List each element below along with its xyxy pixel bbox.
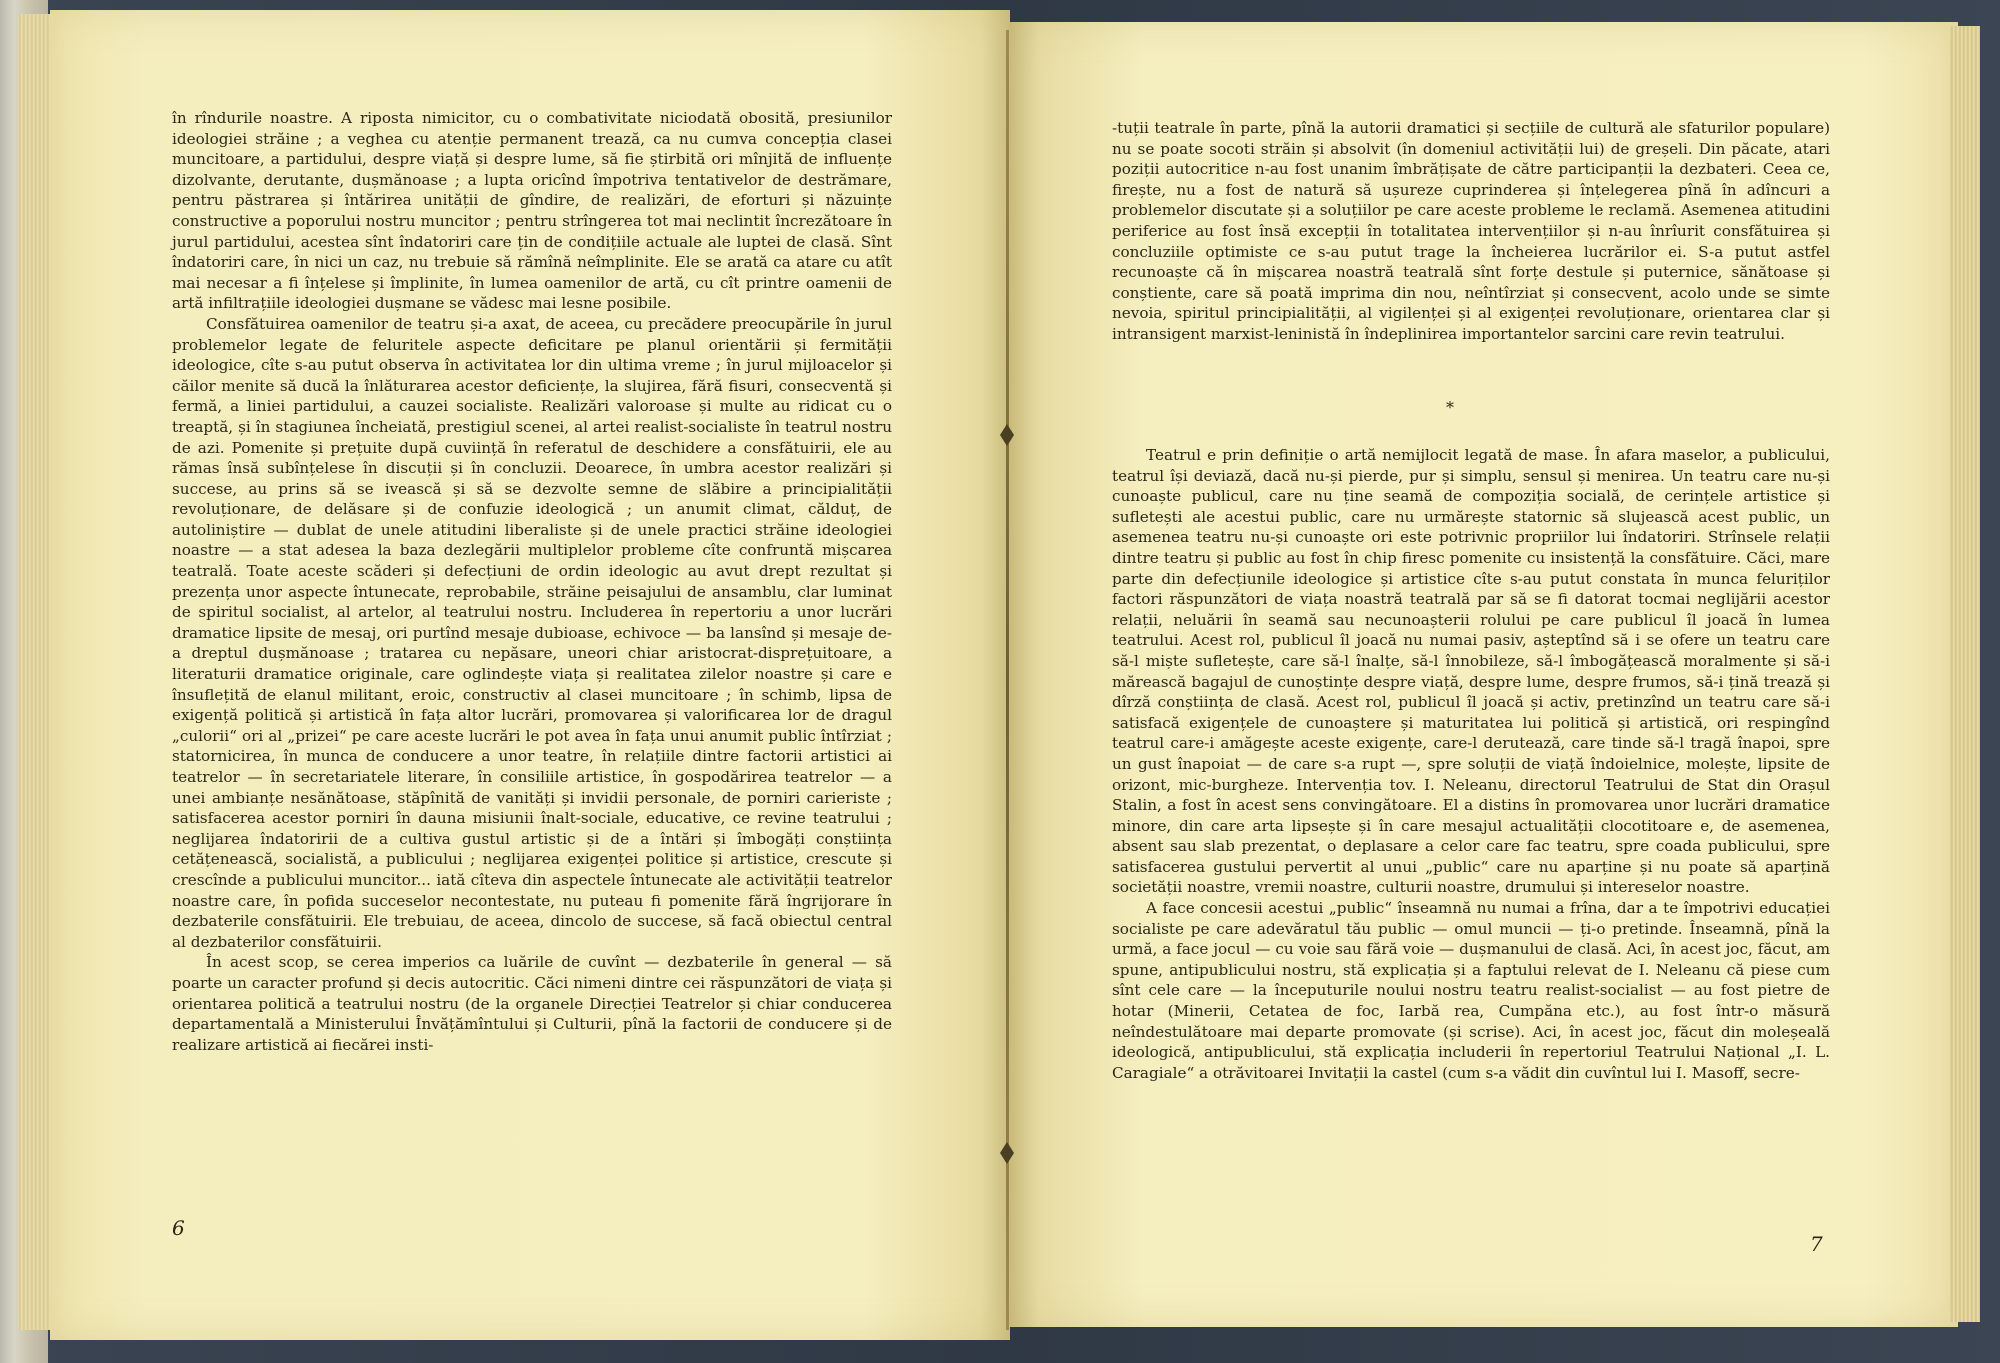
paragraph: în rîndurile noastre. A riposta nimicitor, cu o combativitate niciodată obosită, presiunilor ideologiei străine ; a veghea cu atenție permanent trează, ca nu cumva concepția clasei muncitoare, a partidului, despre viață și despre lume, să fie știrbită ori mînjită de influențe dizolvante, derutante, dușmănoase ; a lupta oricînd împotriva tentativelor de destrămare, pentru păstrarea și întărirea unității de gîndire, de realizări, de eforturi și năzuințe constructive a poporului nostru muncitor ; pentru strîngerea tot mai neclintit încrezătoare în jurul partidului, acestea sînt îndatoriri care țin de condițiile actuale ale luptei de clasă. Sînt îndatoriri care, în nici un caz, nu trebuie să rămînă neîmplinite. Ele se arată ca atare cu atît mai necesar a fi înțelese și împlinite, în lumea oamenilor de artă, cu cît printre oamenii de artă infiltrațiile ideologiei dușmane se vădesc mai lesne posibile.	[172, 109, 892, 313]
right-page-text-bottom	[1112, 445, 1830, 1083]
page-number-left: 6	[172, 1216, 185, 1240]
paragraph: Consfătuirea oamenilor de teatru și-a axat, de aceea, cu precădere preocupările în jurul problemelor legate de feluritele aspecte deficitare pe planul orientării și fermității ideologice, cîte s-au putut observa în activitatea lor din ultima vreme ; în jurul mijloacelor și căilor menite să ducă la înlăturarea acestor deficiențe, la slujirea, fără fisuri, consecventă și fermă, a liniei partidului, a cauzei socialiste. Realizări valoroase și multe au ridicat cu o treaptă, și în stagiunea încheiată, prestigiul scenei, al artei realist-socialiste în teatrul nostru de azi. Pomenite și prețuite după cuviință în referatul de deschidere a consfătuirii, ele au rămas însă subînțelese în discuții și în concluzii. Deoarece, în umbra acestor realizări și succese, au prins să se ivească și să se dezvolte semne de slăbire a principialității revoluționare, de delăsare și de confuzie ideologică ; un anumit climat, călduț, de autoliniștire — dublat de unele atitudini liberaliste și de unele practici străine ideologiei noastre — a stat adesea la baza dezlegării multiplelor probleme cîte confruntă mișcarea teatrală. Toate aceste scăderi și defecțiuni de ordin ideologic au avut drept rezultat și prezența unor aspecte întunecate, reprobabile, străine peisajului de ansamblu, clar luminat de spiritul socialist, al artelor, al teatrului nostru. Includerea în repertoriu a unor lucrări dramatice lipsite de mesaj, ori purtînd mesaje dubioase, echivoce — ba lansînd și mesaje de-a dreptul dușmănoase ; tratarea cu nepăsare, uneori chiar aristocrat-disprețuitoare, a literaturii dramatice originale, care oglindește viața și realitatea zilelor noastre și care e însuflețită de elanul militant, eroic, constructiv al clasei muncitoare ; în schimb, lipsa de exigență politică și artistică în fața altor lucrări, promovarea și valorificarea lor de dragul „culorii“ ori al „prizei“ pe care aceste lucrări le pot avea în fața unui anumit public întîrziat ; statornicirea, în munca de conducere a unor teatre, în relațiile dintre factorii artistici ai teatrelor — în secretariatele literare, în consiliile artistice, în gospodărirea teatrelor — a unei ambianțe nesănătoase, stăpînită de vanități și invidii personale, de porniri carieriste ; satisfacerea acestor porniri în dauna misiunii înalt-sociale, educative, ce revine teatrului ; neglijarea îndatoririi de a cultiva gustul artistic și de a întări și îmbogăți conștiința cetățenească, socialistă, a publicului ; neglijarea exigenței politice și artistice, crescute și crescînde a publicului muncitor... iată cîteva din aspectele întunecate ale activității teatrelor noastre care, în pofida succeselor necontestate, nu puteau fi pomenite fără îngrijorare în dezbaterile consfătuirii. Ele trebuiau, de aceea, dincolo de succese, să facă obiectul central al dezbaterilor consfătuirii.	[172, 314, 892, 951]
page-number-right: 7	[1810, 1232, 1823, 1256]
paragraph: -tuții teatrale în parte, pînă la autorii dramatici și secțiile de cultură ale sfaturilor populare) nu se poate socoti străin și absolvit (în domeniul activității lui) de greșeli. Din păcate, atari poziții autocritice n-au fost unanim îmbrățișate de către participanții la dezbateri. Ceea ce, firește, nu a fost de natură să ușureze cuprinderea și înțelegerea pînă în adîncuri a problemelor discutate și a soluțiilor pe care aceste probleme le reclamă. Asemenea atitudini periferice au fost însă excepții în totalitatea intervențiilor și n-au înrîurit consfătuirea și concluziile optimiste ce s-au putut trage la încheierea lucrărilor ei. S-a putut astfel recunoaște că în mișcarea noastră teatrală sînt forțe destule și puternice, sănătoase și conștiente, care să poată imprima din nou, neîntîrziat și consecvent, acolo unde se simte nevoia, spiritul principialității, al vigilenței și al exigenței revoluționare, orientarea clar și intransigent marxist-leninistă în îndeplinirea importantelor sarcini care revin teatrului.	[1112, 119, 1830, 343]
left-page-text	[172, 108, 892, 1055]
section-separator: *	[1446, 398, 1454, 417]
page-stack-right	[1950, 26, 1980, 1322]
paragraph: Teatrul e prin definiție o artă nemijlocit legată de mase. În afara maselor, a publicului, teatrul își deviază, dacă nu-și pierde, pur și simplu, sensul și menirea. Un teatru care nu-și cunoaște publicul, care nu ține seamă de compoziția socială, de cerințele artistice și sufletești ale acestui public, care nu urmărește statornic să slujească acest public, un asemenea teatru nu-și cunoaște ori este potrivnic propriilor lui îndatoriri. Strînsele relații dintre teatru și public au fost în chip firesc pomenite cu insistență la consfătuire. Căci, mare parte din defecțiunile ideologice și artistice cîte s-au putut constata în munca feluriților factori răspunzători de viața noastră teatrală par să se fi datorat tocmai neglijării acestor relații, neluării în seamă sau necunoașterii rolului pe care publicul îl joacă în lumea teatrului. Acest rol, publicul îl joacă nu numai pasiv, așteptînd să i se ofere un teatru care să-l miște sufletește, care să-l înalțe, să-l înnobileze, să-l îmbogățească moralmente și să-i mărească bagajul de cunoștințe despre viață, despre lume, despre frumos, să-i țină trează și dîrză conștiința de clasă. Acest rol, publicul îl joacă și activ, pretinzînd un teatru care să-i satisfacă exigențele de cunoaștere și maturitatea lui politică și artistică, ori respingînd teatrul care-i amăgește aceste exigențe, care-l derutează, care tinde să-l tragă înapoi, spre un gust înapoiat — de care s-a rupt —, spre soluții de viață îndoielnice, molește, lipsite de orizont, mic-burgheze. Intervenția tov. I. Neleanu, directorul Teatrului de Stat din Orașul Stalin, a fost în acest sens convingătoare. El a distins în promovarea unor lucrări dramatice minore, din care arta lipsește și în care mesajul actualității clocotitoare e, de asemenea, absent sau slab prezentat, o deplasare a celor care fac teatru, spre coada publicului, spre satisfacerea gustului pervertit al unui „public“ care nu aparține și nu poate să aparțină societății noastre, vremii noastre, culturii noastre, drumului și intereselor noastre.	[1112, 446, 1830, 897]
book-spine	[1006, 30, 1009, 1330]
right-page-text-top	[1112, 118, 1830, 345]
paragraph: A face concesii acestui „public“ înseamnă nu numai a frîna, dar a te împotrivi educației socialiste pe care adevăratul tău public — omul muncii — ți-o pretinde. Înseamnă, pînă la urmă, a face jocul — cu voie sau fără voie — dușmanului de clasă. Aci, în acest joc, făcut, am spune, antipublicului nostru, stă explicația și a faptului relevat de I. Neleanu că piese cum sînt cele care — la începuturile noului nostru teatru realist-socialist — au fost pietre de hotar (Minerii, Cetatea de foc, Iarbă rea, Cumpăna etc.), au fost într-o măsură neîndestulătoare mai departe promovate (și scrise). Aci, în acest joc, făcut din moleșeală ideologică, antipublicului, stă explicația includerii în repertoriul Teatrului Național „I. L. Caragiale“ a otrăvitoarei Invitații la castel (cum s-a vădit din cuvîntul lui I. Masoff, secre-	[1112, 899, 1830, 1082]
paragraph: În acest scop, se cerea imperios ca luările de cuvînt — dezbaterile în general — să poarte un caracter profund și decis autocritic. Căci nimeni dintre cei răspunzători de viața și orientarea politică a teatrului nostru (de la organele Direcției Teatrelor și chiar conducerea departamentală a Ministerului Învățămîntului și Culturii, pînă la factorii de conducere și de realizare artistică ai fiecărei insti-	[172, 953, 892, 1054]
